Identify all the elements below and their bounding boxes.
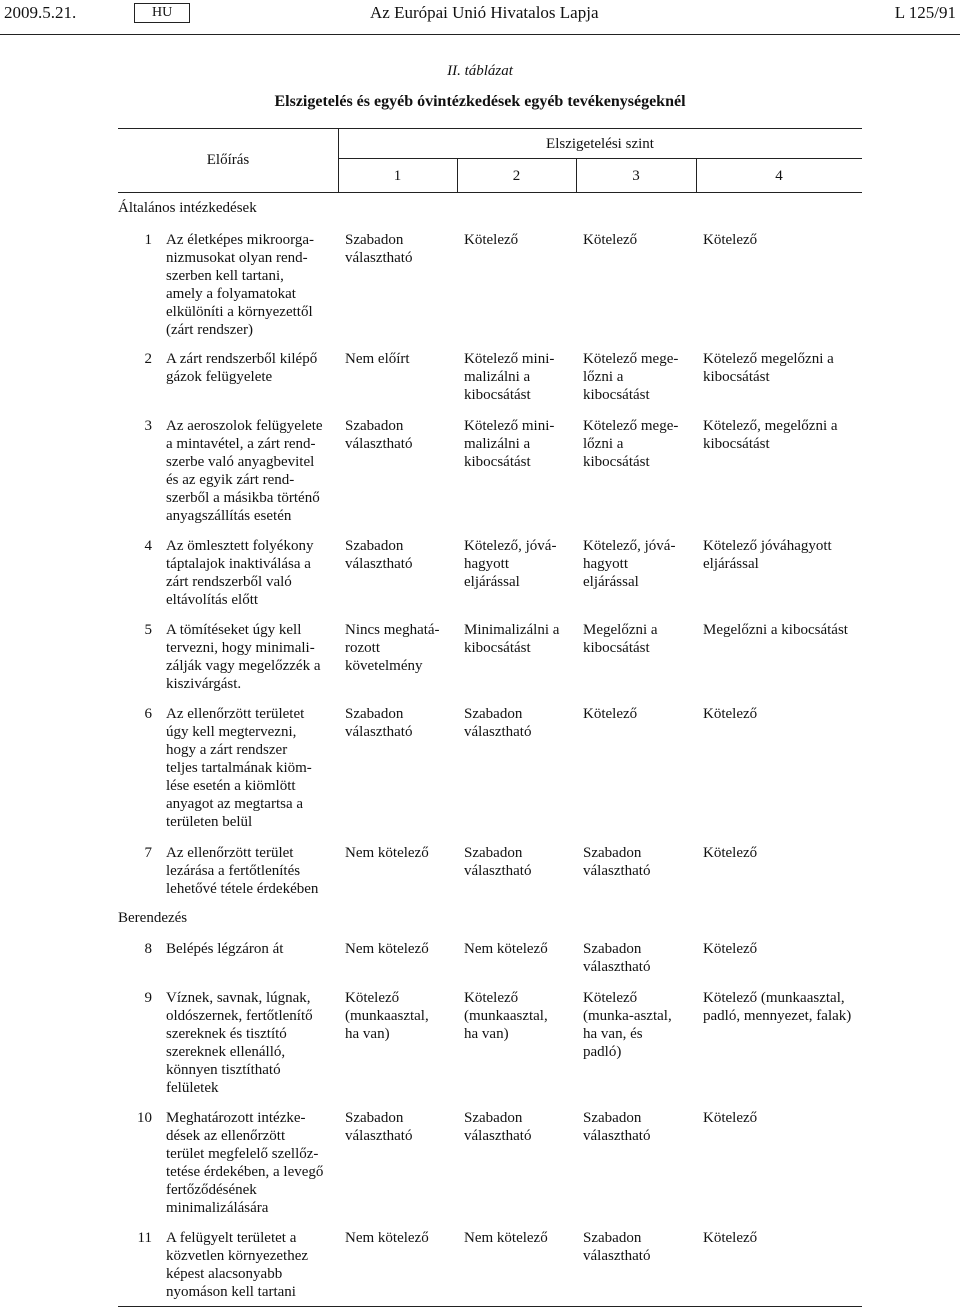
row-2-number: 2	[144, 351, 152, 367]
level-2-header: 2	[512, 168, 521, 184]
header-divider	[0, 34, 960, 35]
row-3-description: Az aeroszolok felügyelete a mintavétel, a zárt rend- szerbe való anyagbevitel és az egyik zárt rend- szerből a másikba történő anyagszállítás esetén	[166, 418, 323, 524]
row-10-level-4: Kötelező	[703, 1110, 758, 1126]
section-equipment: Berendezés	[118, 910, 188, 926]
row-9-level-1: Kötelező (munkaasztal, ha van)	[345, 990, 429, 1042]
row-1-level-3: Kötelező	[583, 232, 638, 248]
row-2-level-1: Nem előírt	[345, 351, 410, 367]
row-1-level-2: Kötelező	[464, 232, 519, 248]
row-5-number: 5	[144, 622, 152, 638]
row-9-number: 9	[144, 990, 152, 1006]
row-9-description: Víznek, savnak, lúgnak, oldószernek, fertőtlenítő szereknek és tisztító szereknek ellenálló, könnyen tisztítható felületek	[166, 990, 313, 1096]
row-10-level-1: Szabadon választható	[345, 1110, 413, 1144]
row-9-level-4: Kötelező (munkaasztal, padló, mennyezet, falak)	[703, 990, 852, 1024]
row-7-level-4: Kötelező	[703, 845, 758, 861]
row-7-number: 7	[144, 845, 152, 861]
table-bottom-rule	[118, 1306, 862, 1307]
row-4-level-2: Kötelező, jóvá- hagyott eljárással	[464, 538, 557, 590]
row-1-level-1: Szabadon választható	[345, 232, 413, 266]
page-number: L 125/91	[894, 3, 956, 22]
row-7-level-1: Nem kötelező	[345, 845, 429, 861]
row-1-number: 1	[144, 232, 152, 248]
row-6-number: 6	[144, 706, 152, 722]
row-5-level-2: Minimalizálni a kibocsátást	[464, 622, 560, 656]
row-9-level-3: Kötelező (munka-asztal, ha van, és padló)	[583, 990, 672, 1060]
row-10-level-3: Szabadon választható	[583, 1110, 651, 1144]
row-9-level-2: Kötelező (munkaasztal, ha van)	[464, 990, 548, 1042]
table-number: II. táblázat	[447, 63, 513, 79]
level-3-header: 3	[632, 168, 640, 184]
level-1-header: 1	[393, 168, 402, 184]
col-header-containment-level: Elszigetelési szint	[546, 136, 654, 152]
row-3-level-4: Kötelező, megelőzni a kibocsátást	[703, 418, 838, 452]
row-10-number: 10	[137, 1110, 152, 1126]
row-4-level-3: Kötelező, jóvá- hagyott eljárással	[583, 538, 676, 590]
journal-title: Az Európai Unió Hivatalos Lapja	[370, 3, 599, 22]
row-6-level-4: Kötelező	[703, 706, 758, 722]
row-7-level-2: Szabadon választható	[464, 845, 532, 879]
row-7-description: Az ellenőrzött terület lezárása a fertőtlenítés lehetővé tétele érdekében	[166, 845, 319, 897]
row-6-level-3: Kötelező	[583, 706, 638, 722]
row-6-description: Az ellenőrzött területet úgy kell megtervezni, hogy a zárt rendszer teljes tartalmának kiöm- lése esetén a kiömlött anyagot az megtartsa a területen belül	[166, 706, 312, 830]
row-4-level-4: Kötelező jóváhagyott eljárással	[703, 538, 832, 572]
row-8-level-2: Nem kötelező	[464, 941, 548, 957]
row-10-level-2: Szabadon választható	[464, 1110, 532, 1144]
row-5-level-1: Nincs meghatá- rozott követelmény	[345, 622, 440, 674]
col-header-requirement: Előírás	[206, 152, 250, 168]
row-2-description: A zárt rendszerből kilépő gázok felügyelete	[166, 351, 318, 385]
row-2-level-3: Kötelező mege- lőzni a kibocsátást	[583, 351, 679, 403]
level-header-rule	[338, 158, 862, 159]
row-5-level-3: Megelőzni a kibocsátást	[583, 622, 658, 656]
row-5-level-4: Megelőzni a kibocsátást	[703, 622, 848, 638]
table-top-rule	[118, 128, 862, 129]
row-11-level-1: Nem kötelező	[345, 1230, 429, 1246]
row-2-level-2: Kötelező mini- malizálni a kibocsátást	[464, 351, 555, 403]
row-5-description: A tömítéseket úgy kell tervezni, hogy minimali- zálják vagy megelőzzék a kiszivárgást.	[166, 622, 321, 692]
level-4-header: 4	[775, 168, 783, 184]
row-8-number: 8	[144, 941, 152, 957]
row-3-level-3: Kötelező mege- lőzni a kibocsátást	[583, 418, 679, 470]
publication-date: 2009.5.21.	[4, 3, 77, 22]
row-10-description: Meghatározott intézke- dések az ellenőrzött terület megfelelő szellőz- tetése érdekében, a levegő fertőződésének minimalizálására	[166, 1110, 324, 1216]
row-4-level-1: Szabadon választható	[345, 538, 413, 572]
row-3-level-2: Kötelező mini- malizálni a kibocsátást	[464, 418, 555, 470]
row-8-level-3: Szabadon választható	[583, 941, 651, 975]
row-3-level-1: Szabadon választható	[345, 418, 413, 452]
row-7-level-3: Szabadon választható	[583, 845, 651, 879]
row-11-level-2: Nem kötelező	[464, 1230, 548, 1246]
page-header	[0, 3, 960, 25]
row-6-level-2: Szabadon választható	[464, 706, 532, 740]
row-2-level-4: Kötelező megelőzni a kibocsátást	[703, 351, 834, 385]
row-4-description: Az ömlesztett folyékony táptalajok inaktiválása a zárt rendszerből való eltávolítás előtt	[166, 538, 314, 608]
row-8-description: Belépés légzáron át	[166, 941, 284, 957]
row-11-level-3: Szabadon választható	[583, 1230, 651, 1264]
row-1-level-4: Kötelező	[703, 232, 758, 248]
table-title: Elszigetelés és egyéb óvintézkedések egyéb tevékenységeknél	[274, 93, 686, 110]
row-3-number: 3	[144, 418, 152, 434]
row-11-description: A felügyelt területet a közvetlen környezethez képest alacsonyabb nyomáson kell tartani	[166, 1230, 309, 1300]
row-6-level-1: Szabadon választható	[345, 706, 413, 740]
header-bottom-rule	[118, 192, 862, 193]
row-11-number: 11	[137, 1230, 152, 1246]
language-badge: HU	[134, 3, 190, 23]
row-11-level-4: Kötelező	[703, 1230, 758, 1246]
row-8-level-4: Kötelező	[703, 941, 758, 957]
row-4-number: 4	[144, 538, 152, 554]
row-8-level-1: Nem kötelező	[345, 941, 429, 957]
section-general-measures: Általános intézkedések	[118, 200, 257, 216]
row-1-description: Az életképes mikroorga- nizmusokat olyan rend- szerben kell tartani, amely a folyamatokat elkülöníti a környezettől (zárt rendszer)	[166, 232, 315, 338]
